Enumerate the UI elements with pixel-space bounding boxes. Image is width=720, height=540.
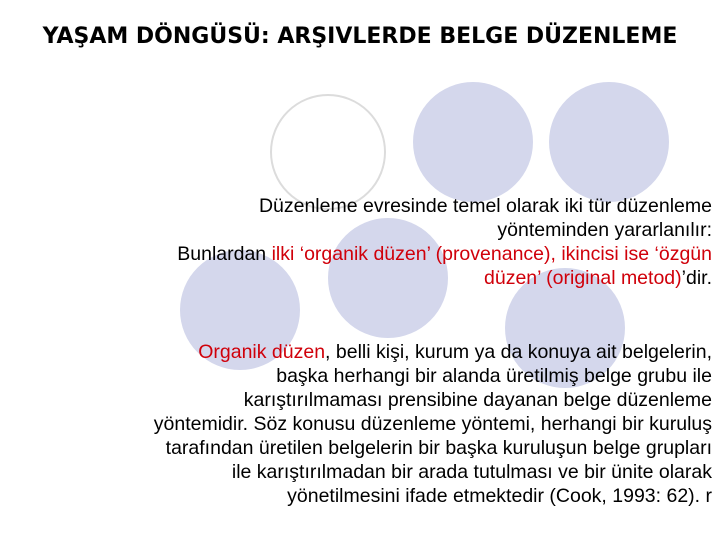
paragraph-line: ile karıştırılmadan bir arada tutulması ve bir ünite olarak [231,461,712,483]
plain-text: Bunlardan [177,243,272,265]
paragraph-line: karıştırılmaması prensibine dayanan belge düzenleme [243,389,712,411]
highlighted-text: düzen’ (original metod) [484,267,682,289]
paragraph-line: yöntemidir. Söz konusu düzenleme yöntemi, herhangi bir kuruluş [153,413,712,435]
highlighted-term: Organik düzen [198,341,326,363]
plain-text: , belli kişi, kurum ya da konuya ait belgelerin, [325,341,712,363]
paragraph-line: yönetilmesini ifade etmektedir (Cook, 1993: 62). r [287,485,712,507]
paragraph-organic-order [154,340,712,508]
decorative-circle-outline-top [270,94,386,210]
decorative-circle-top-far-right [549,82,669,202]
paragraph-line [154,340,712,364]
paragraph-line: Düzenleme evresinde temel olarak iki tür düzenleme [258,195,712,217]
paragraph-methods [177,194,712,290]
decorative-circle-top-right [413,82,533,202]
paragraph-line: yönteminden yararlanılır: [497,219,712,241]
paragraph-line: başka herhangi bir alanda üretilmiş belge grubu ile [276,365,712,387]
paragraph-line [177,266,712,290]
plain-text: ’dir. [681,267,712,289]
paragraph-line: tarafından üretilen belgelerin bir başka kuruluşun belge grupları [165,437,712,459]
highlighted-text: ilki ‘organik düzen’ (provenance), ikincisi ise ‘özgün [271,243,712,265]
paragraph-line [177,242,712,266]
slide-title: YAŞAM DÖNGÜSÜ: ARŞIVLERDE BELGE DÜZENLEME [42,24,678,49]
